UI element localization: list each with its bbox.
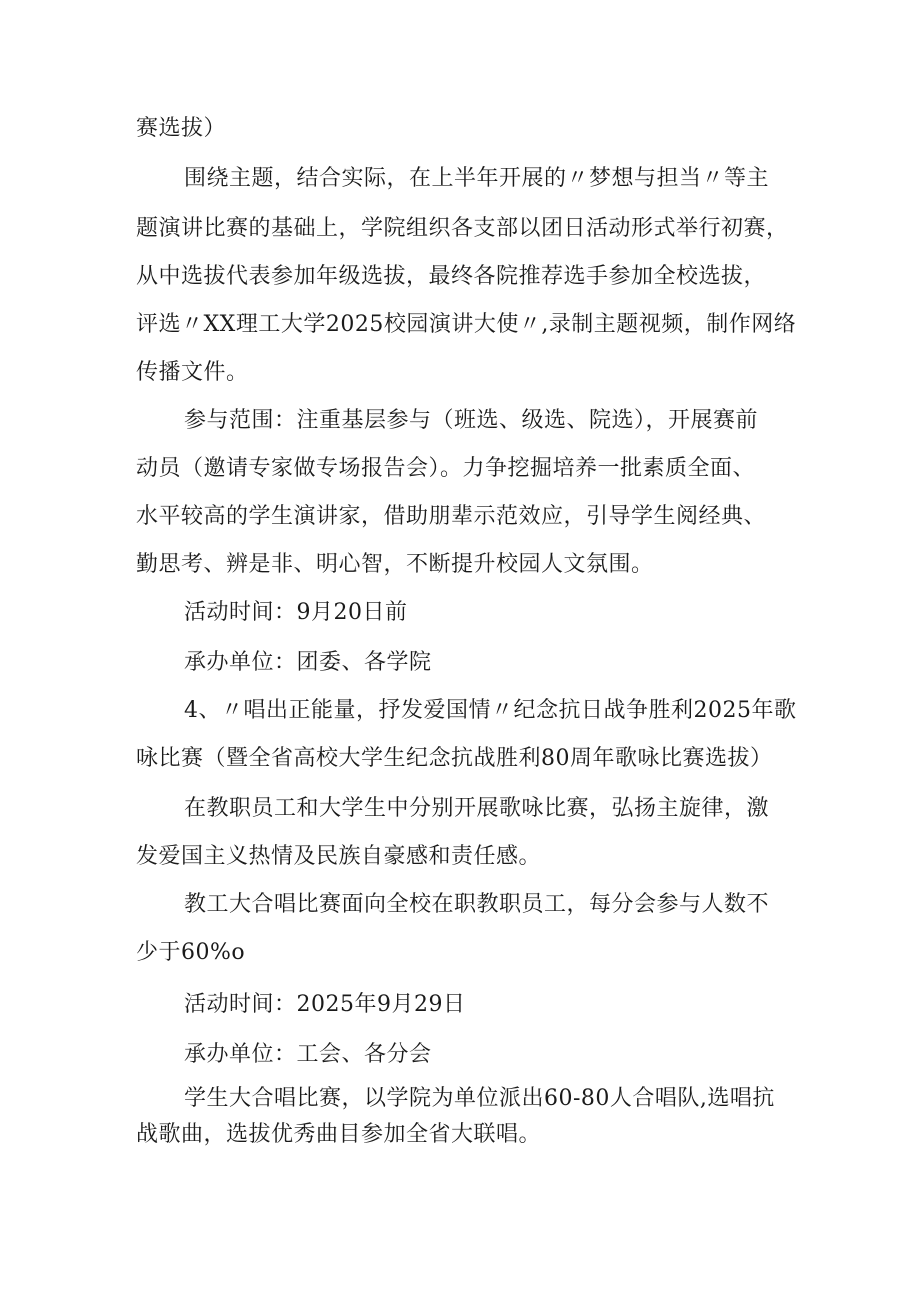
text-line: 承办单位：团委、各学院 [184,650,432,675]
text-line: 在教职员工和大学生中分别开展歌咏比赛，弘扬主旋律，激 [184,796,770,821]
text-line: 评选〃XX理工大学2025校园演讲大使〃,录制主题视频，制作网络 [136,312,797,337]
text-line: 从中选拔代表参加年级选拔，最终各院推荐选手参加全校选拔， [136,264,767,289]
text-line: 勤思考、辨是非、明心智，不断提升校园人文氛围。 [136,552,654,577]
text-line: 水平较高的学生演讲家，借助朋辈示范效应，引导学生阅经典、 [136,504,767,529]
text-line: 发爱国主义热情及民族自豪感和责任感。 [136,844,542,869]
text-line: 咏比赛（暨全省高校大学生纪念抗战胜利80周年歌咏比赛选拔） [136,746,773,771]
text-line: 传播文件。 [136,360,249,385]
text-line: 承办单位：工会、各分会 [184,1042,432,1067]
text-line: 学生大合唱比赛，以学院为单位派出60-80人合唱队,选唱抗 [184,1086,775,1111]
text-line: 教工大合唱比赛面向全校在职教职员工，每分会参与人数不 [184,892,770,917]
text-line: 题演讲比赛的基础上，学院组织各支部以团日活动形式举行初赛， [136,216,789,241]
text-line: 活动时间：2025年9月29日 [184,992,466,1017]
text-line: 参与范围：注重基层参与（班选、级选、院选），开展赛前 [184,408,759,433]
text-line: 战歌曲，选拔优秀曲目参加全省大联唱。 [136,1122,542,1147]
text-line: 活动时间：9月20日前 [184,600,408,625]
text-line: 围绕主题，结合实际，在上半年开展的〃梦想与担当〃等主 [184,166,770,191]
text-line: 少于60%o [136,940,246,965]
text-line: 赛选拔） [136,116,227,141]
text-line: 动员（邀请专家做专场报告会）。力争挖掘培养一批素质全面、 [136,456,756,481]
text-line: 4、〃唱出正能量，抒发爱国情〃纪念抗日战争胜利2025年歌 [184,698,797,723]
